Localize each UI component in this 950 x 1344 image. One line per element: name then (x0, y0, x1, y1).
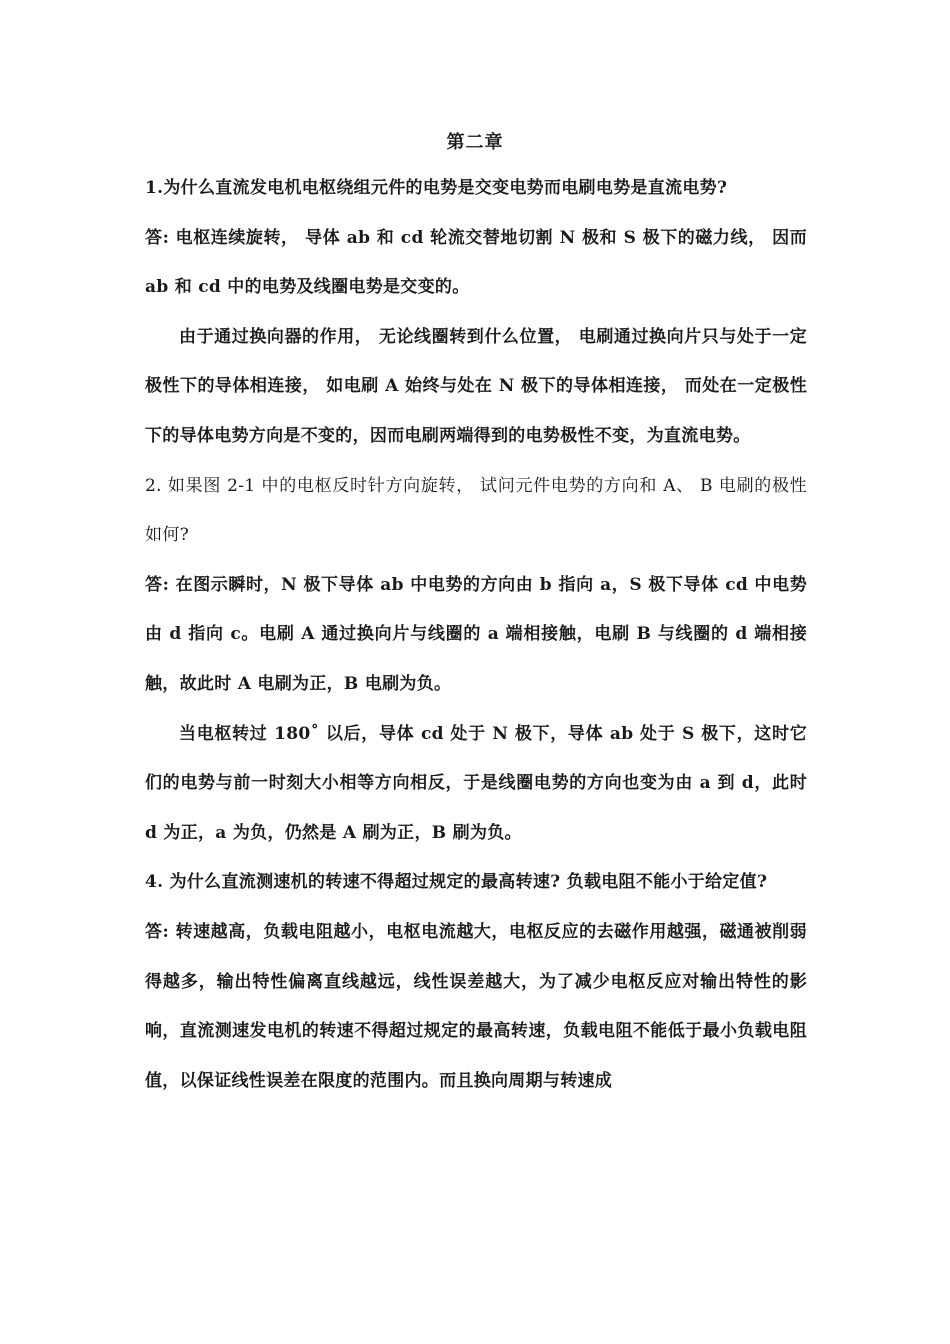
question-1: 1.为什么直流发电机电枢绕组元件的电势是交变电势而电刷电势是直流电势? (145, 178, 728, 198)
chapter-title: 第二章 (446, 132, 504, 153)
answer-1: 答: 电枢连续旋转， 导体 ab 和 cd 轮流交替地切割 N 极和 S 极下的磁力线， 因而 ab 和 cd 中的电势及线圈电势是交变的。 (145, 227, 807, 298)
document-body (145, 164, 807, 1106)
answer-2-continued: 当电枢转过 180˚ 以后，导体 cd 处于 N 极下，导体 ab 处于 S 极下，这时它们的电势与前一时刻大小相等方向相反，于是线圈电势的方向也变为由 a 到 d，此时 d 为正，a 为负，仍然是 A 刷为正，B 刷为负。 (145, 723, 807, 843)
question-4: 4. 为什么直流测速机的转速不得超过规定的最高转速? 负载电阻不能小于给定值? (145, 872, 768, 893)
answer-1-continued: 由于通过换向器的作用， 无论线圈转到什么位置， 电刷通过换向片只与处于一定极性下的导体相连接， 如电刷 A 始终与处在 N 极下的导体相连接， 而处在一定极性下的导体电势方向是不变的，因而电刷两端得到的电势极性不变，为直流电势。 (145, 326, 807, 446)
answer-2: 答: 在图示瞬时，N 极下导体 ab 中电势的方向由 b 指向 a，S 极下导体 cd 中电势由 d 指向 c。电刷 A 通过换向片与线圈的 a 端相接触，电刷 B 与线圈的 d 端相接触，故此时 A 电刷为正，B 电刷为负。 (145, 574, 807, 694)
question-2: 2. 如果图 2-1 中的电枢反时针方向旋转， 试问元件电势的方向和 A、 B 电刷的极性如何? (145, 475, 807, 546)
answer-4: 答: 转速越高，负载电阻越小，电枢电流越大，电枢反应的去磁作用越强，磁通被削弱得越多，输出特性偏离直线越远，线性误差越大，为了减少电枢反应对输出特性的影响，直流测速发电机的转速不得超过规定的最高转速，负载电阻不能低于最小负载电阻值，以保证线性误差在限度的范围内。而且换向周期与转速成 (145, 921, 807, 1091)
